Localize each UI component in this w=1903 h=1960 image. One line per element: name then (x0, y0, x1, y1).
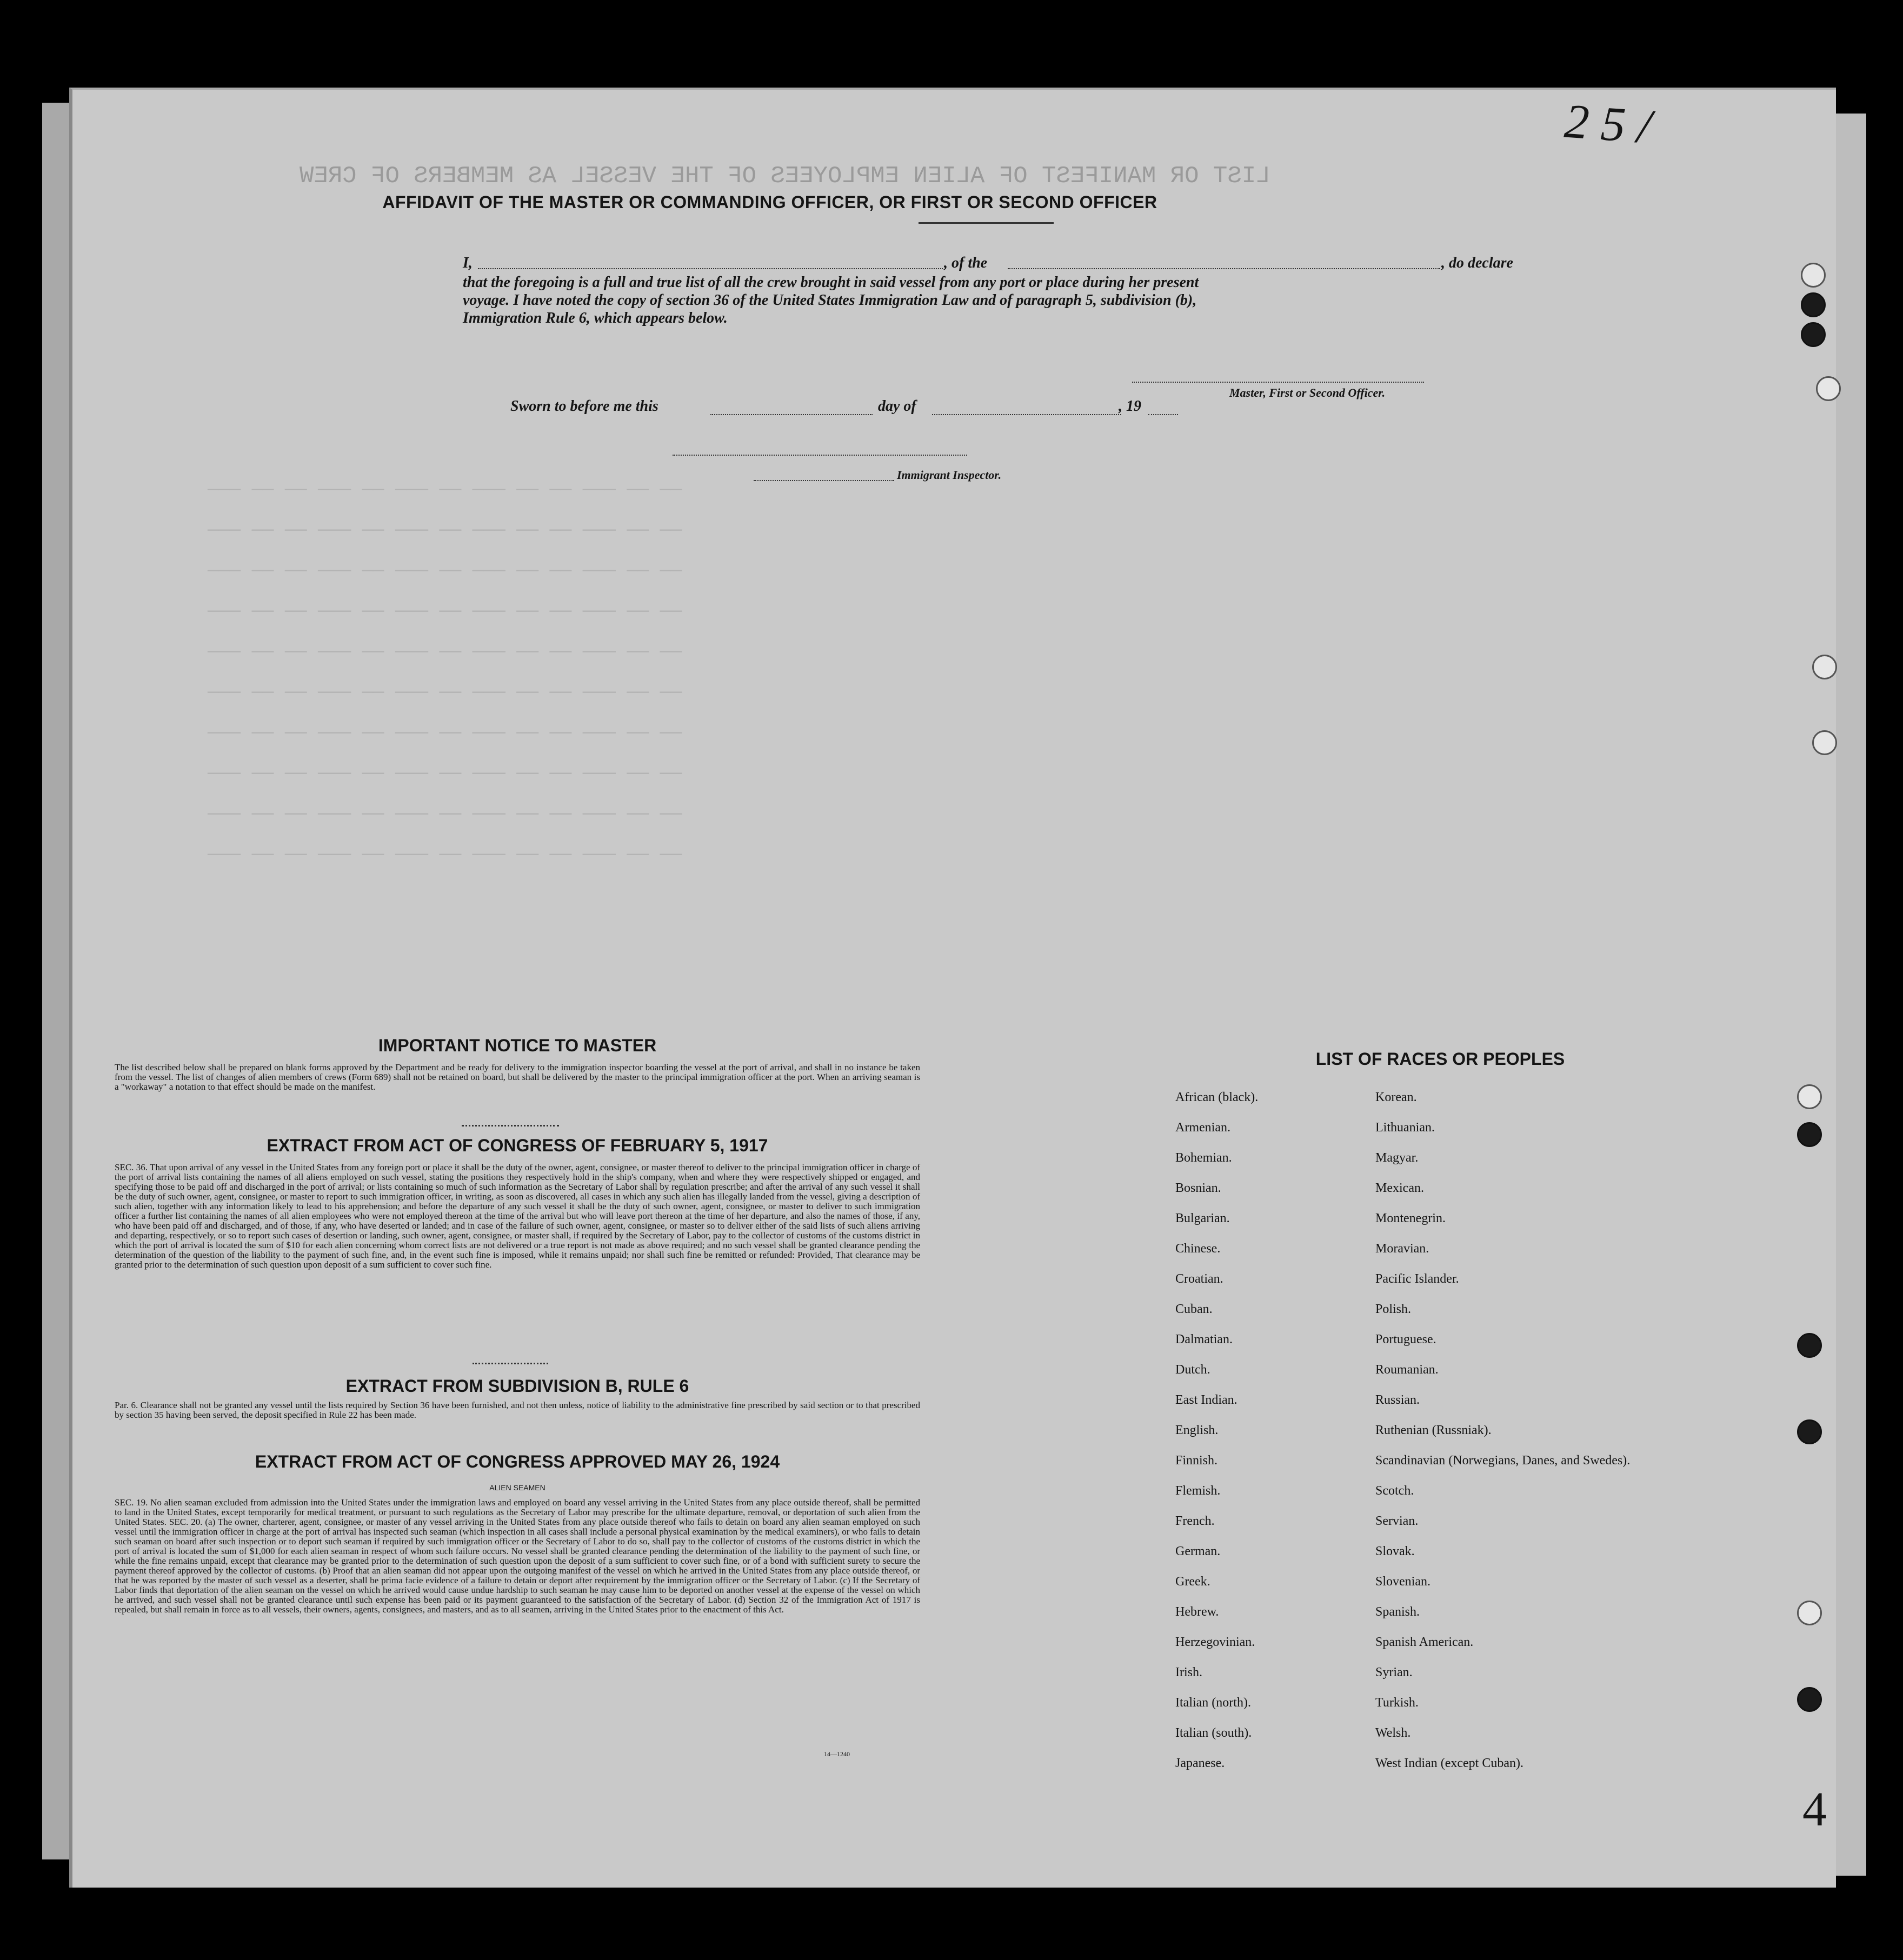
race-item: Italian (south). (1175, 1726, 1252, 1740)
race-item: Spanish. (1375, 1605, 1420, 1619)
affidavit-do-declare: , do declare (1441, 255, 1513, 271)
affidavit-body-line-1: that the foregoing is a full and true list of all the crew brought in said vessel from any port or place during her present (463, 274, 1199, 291)
race-item: Ruthenian (Russniak). (1375, 1423, 1492, 1437)
underlying-page-edge-right (1833, 114, 1866, 1876)
punch-hole (1797, 1687, 1822, 1712)
sworn-label: Sworn to before me this (510, 398, 658, 415)
race-item: Finnish. (1175, 1454, 1218, 1468)
race-item: Bulgarian. (1175, 1211, 1230, 1225)
race-item: Japanese. (1175, 1756, 1225, 1770)
document-page (69, 88, 1836, 1888)
punch-hole (1797, 1122, 1822, 1147)
race-item: Syrian. (1375, 1665, 1413, 1679)
races-column-1 (1175, 1090, 1258, 1786)
inspector-signature-line-1[interactable] (673, 455, 967, 456)
affidavit-i-label: I, (463, 255, 473, 271)
races-title: LIST OF RACES OR PEOPLES (1315, 1049, 1565, 1069)
race-item: Slovak. (1375, 1544, 1415, 1558)
extract-1924-title: EXTRACT FROM ACT OF CONGRESS APPROVED MAY 26, 1924 (255, 1452, 780, 1471)
punch-hole (1816, 376, 1841, 401)
rule-6-text: Par. 6. Clearance shall not be granted any vessel until the lists required by Section 36 have been furnished, and not then unless, notice of liability to the administrative fine prescribed by said section or to that prescribed by section 35 having been served, the deposit specified in Rule 22 has been made. (115, 1400, 920, 1420)
race-item: English. (1175, 1423, 1219, 1437)
name-blank[interactable] (478, 268, 943, 269)
race-item: Irish. (1175, 1665, 1202, 1679)
title-underline (919, 222, 1054, 224)
race-item: Flemish. (1175, 1484, 1221, 1498)
affidavit-body (463, 274, 1533, 327)
race-item: Bosnian. (1175, 1181, 1221, 1195)
race-item: Greek. (1175, 1575, 1210, 1589)
master-signature-blank[interactable] (1132, 382, 1424, 383)
notice-text: The list described below shall be prepared on blank forms approved by the Department and be ready for delivery to the immigration inspector boarding the vessel at the port of arrival, and shall in no instance be taken from the vessel. The list of changes of alien members of crews (Form 689) shall not be retained on board, but shall be delivered by the master to the principal immigration officer at the port. When an arriving seaman is a "workaway" a notation to that effect should be made on the manifest. (115, 1062, 920, 1092)
race-item: Dutch. (1175, 1363, 1210, 1377)
notice-divider (462, 1125, 559, 1126)
sworn-month-blank[interactable] (932, 414, 1121, 415)
punch-hole (1797, 1333, 1822, 1358)
race-item: African (black). (1175, 1090, 1259, 1104)
bleed-through-heading: LIST OR MANIFEST OF ALIEN EMPLOYEES OF THE VESSEL AS MEMBERS OF CREW (300, 163, 1270, 190)
race-item: Herzegovinian. (1175, 1635, 1255, 1649)
master-signature-label: Master, First or Second Officer. (1229, 386, 1386, 399)
punch-hole (1801, 322, 1826, 347)
handwritten-mark-bottom: 4 (1802, 1783, 1827, 1836)
extract-1924-text: SEC. 19. No alien seaman excluded from admission into the United States under the immigration laws and employed on board any vessel arriving in the United States from any place outside thereof, shall be permitted to land in the United States, except temporarily for medical treatment, or pursuant to such regulations as the Secretary of Labor may prescribe for the ultimate departure, removal, or deportation of such alien from the United States. SEC. 20. (a) The owner, charterer, agent, consignee, or master of any vessel arriving in the United States from any place outside thereof who fails to detain on board any alien seaman employed on such vessel until the immigration officer in charge at the port of arrival has inspected such seaman (which inspection in all cases shall include a personal physical examination by the medical examiners), or who fails to detain such seaman on board after such inspection or to deport such seaman if required by such immigration officer or the Secretary of Labor to do so, shall pay to the collector of customs of the customs district in which the port of arrival is located the sum of $1,000 for each alien seaman in respect of whom such failure occurs. No vessel shall be granted clearance pending the determination of the liability to the payment of such fine, or while the fine remains unpaid, except that clearance may be granted prior to the determination of such question upon the deposit of a sum sufficient to cover such fine, or of a bond with sufficient surety to secure the payment thereof approved by the collector of customs. (b) Proof that an alien seaman did not appear upon the outgoing manifest of the vessel on which he arrived in the United States from any place outside thereof, or that he was reported by the master of such vessel as a deserter, shall be prima facie evidence of a failure to detain or deport after requirement by the immigration officer or the Secretary of Labor. (c) If the Secretary of Labor finds that deportation of the alien seaman on the vessel on which he arrived would cause undue hardship to such seaman he may cause him to be deported on another vessel at the expense of the vessel on which he arrived, and such vessel shall not be granted clearance until such expense has been paid or its payment guaranteed to the satisfaction of the Secretary of Labor. (d) Section 32 of the Immigration Act of 1917 is repealed, but shall remain in force as to all vessels, their owners, agents, consignees, and masters, and as to all seamen, arriving in the United States prior to the enactment of this Act. (115, 1497, 920, 1615)
sworn-year-blank[interactable] (1148, 414, 1178, 415)
extract-1917-text: SEC. 36. That upon arrival of any vessel in the United States from any foreign port or place it shall be the duty of the owner, agent, consignee, or master thereof to deliver to the principal immigration officer in charge of the port of arrival lists containing the names of all aliens employed on such vessel, stating the positions they respectively hold in the ship's company, when and where they were respectively shipped or engaged, and specifying those to be paid off and discharged in the port of arrival; or lists containing so much of such information as the Secretary of Labor shall by regulation prescribe; and after the arrival of any such vessel it shall be the duty of such owner, agent, consignee, or master to report to such immigration officer, in writing, as soon as discovered, all cases in which any such alien has illegally landed from the vessel, giving a description of such alien, together with any information likely to lead to his apprehension; and before the departure of any such vessel it shall be the duty of such owner, agent, consignee, or master to deliver to such immigration officer a further list containing the names of all alien employees who were not employed thereon at the time of the arrival but who will leave port thereon at the time of her departure, and also the names of those, if any, who have been paid off and discharged, and of those, if any, who have deserted or landed; and in case of the failure of such owner, agent, consignee, or master so to deliver either of the said lists of such aliens arriving and departing, respectively, or so to report such cases of desertion or landing, such owner, agent, consignee, or master shall, if required by the Secretary of Labor, pay to the collector of customs of the customs district in which the port of arrival is located the sum of $10 for each alien concerning whom correct lists are not delivered or a true report is not made as above required; and no such vessel shall be granted clearance pending the determination of the question of the liability to the payment of such fine, and, in the event such fine is imposed, while it remains unpaid; nor shall such fine be remitted or refunded: Provided, That clearance may be granted prior to the determination of such question upon deposit of a sum sufficient to cover such fine. (115, 1162, 920, 1270)
rule-6-title: EXTRACT FROM SUBDIVISION B, RULE 6 (345, 1376, 689, 1396)
affidavit-body-line-2: voyage. I have noted the copy of section 36 of the United States Immigration Law and of paragraph 5, subdivision (b), (463, 292, 1197, 309)
race-item: East Indian. (1175, 1393, 1237, 1407)
race-item: Portuguese. (1375, 1332, 1436, 1346)
race-item: Pacific Islander. (1375, 1272, 1459, 1286)
race-item: Chinese. (1175, 1242, 1221, 1256)
day-of-label: day of (878, 398, 916, 415)
race-item: Dalmatian. (1175, 1332, 1233, 1346)
race-item: Turkish. (1375, 1696, 1419, 1710)
race-item: Servian. (1375, 1514, 1419, 1528)
vessel-blank[interactable] (1008, 268, 1440, 269)
extract-1917-title: EXTRACT FROM ACT OF CONGRESS OF FEBRUARY 5, 1917 (267, 1136, 768, 1155)
punch-hole (1797, 1419, 1822, 1444)
punch-hole (1797, 1084, 1822, 1109)
inspector-signature-line-2[interactable] (754, 480, 894, 481)
affidavit-title: AFFIDAVIT OF THE MASTER OR COMMANDING OFFICER, OR FIRST OR SECOND OFFICER (382, 192, 1157, 212)
punch-hole (1812, 730, 1837, 755)
race-item: Cuban. (1175, 1302, 1213, 1316)
race-item: Scotch. (1375, 1484, 1414, 1498)
year-label: , 19 (1119, 398, 1141, 415)
affidavit-body-line-3: Immigration Rule 6, which appears below. (463, 310, 728, 326)
sworn-day-blank[interactable] (710, 414, 873, 415)
race-item: French. (1175, 1514, 1215, 1528)
punch-hole (1801, 263, 1826, 288)
race-item: Bohemian. (1175, 1151, 1232, 1165)
affidavit-of-the: , of the (944, 255, 988, 271)
punch-hole (1797, 1601, 1822, 1625)
races-column-2 (1375, 1090, 1630, 1786)
punch-hole (1801, 292, 1826, 317)
inspector-label: Immigrant Inspector. (897, 468, 1002, 482)
race-item: Armenian. (1175, 1121, 1230, 1135)
bleed-through-rows: ─── ── ── ─── ── ─── ── ─── ── ── ─── ── ── ─── ── ── ─── ── ─── ── ─── ── ── ─── ── ── ─── ── ── ─── ── ─── ── ─── ── ── ─── ── ── ─── ── ── ─── ── ─── ── ─── ── ── ─── ── ── ─── ── ── ─── ── ─── ── ─── ── ── ─── ── ── ─── ── ── ─── ── ─── ── ─── ── ── ─── ── ── ─── ── ── ─── ── ─── ── ─── ── ── ─── ── ── ─── ── ── ─── ── ─── ── ─── ── ── ─── ── ── ─── ── ── ─── ── ─── ── ─── ── ── ─── ── ── ─── ── ── ─── ── ─── ── ─── ── ── ─── ── ── (208, 481, 682, 866)
extract-1917-divider (473, 1363, 548, 1364)
race-item: Russian. (1375, 1393, 1420, 1407)
race-item: Scandinavian (Norwegians, Danes, and Swedes). (1375, 1454, 1631, 1468)
handwritten-mark-top: 2 5 / (1562, 94, 1653, 154)
punch-hole (1812, 655, 1837, 679)
race-item: Lithuanian. (1375, 1121, 1435, 1135)
race-item: Moravian. (1375, 1242, 1429, 1256)
race-item: West Indian (except Cuban). (1375, 1756, 1523, 1770)
race-item: Welsh. (1375, 1726, 1411, 1740)
notice-title: IMPORTANT NOTICE TO MASTER (378, 1036, 657, 1055)
form-number: 14—1240 (824, 1750, 850, 1758)
race-item: Slovenian. (1375, 1575, 1430, 1589)
race-item: Spanish American. (1375, 1635, 1474, 1649)
race-item: German. (1175, 1544, 1221, 1558)
race-item: Italian (north). (1175, 1696, 1251, 1710)
race-item: Mexican. (1375, 1181, 1424, 1195)
race-item: Roumanian. (1375, 1363, 1439, 1377)
race-item: Hebrew. (1175, 1605, 1219, 1619)
race-item: Montenegrin. (1375, 1211, 1446, 1225)
race-item: Korean. (1375, 1090, 1417, 1104)
extract-1924-subtitle: ALIEN SEAMEN (489, 1483, 545, 1492)
race-item: Croatian. (1175, 1272, 1223, 1286)
race-item: Magyar. (1375, 1151, 1419, 1165)
race-item: Polish. (1375, 1302, 1412, 1316)
